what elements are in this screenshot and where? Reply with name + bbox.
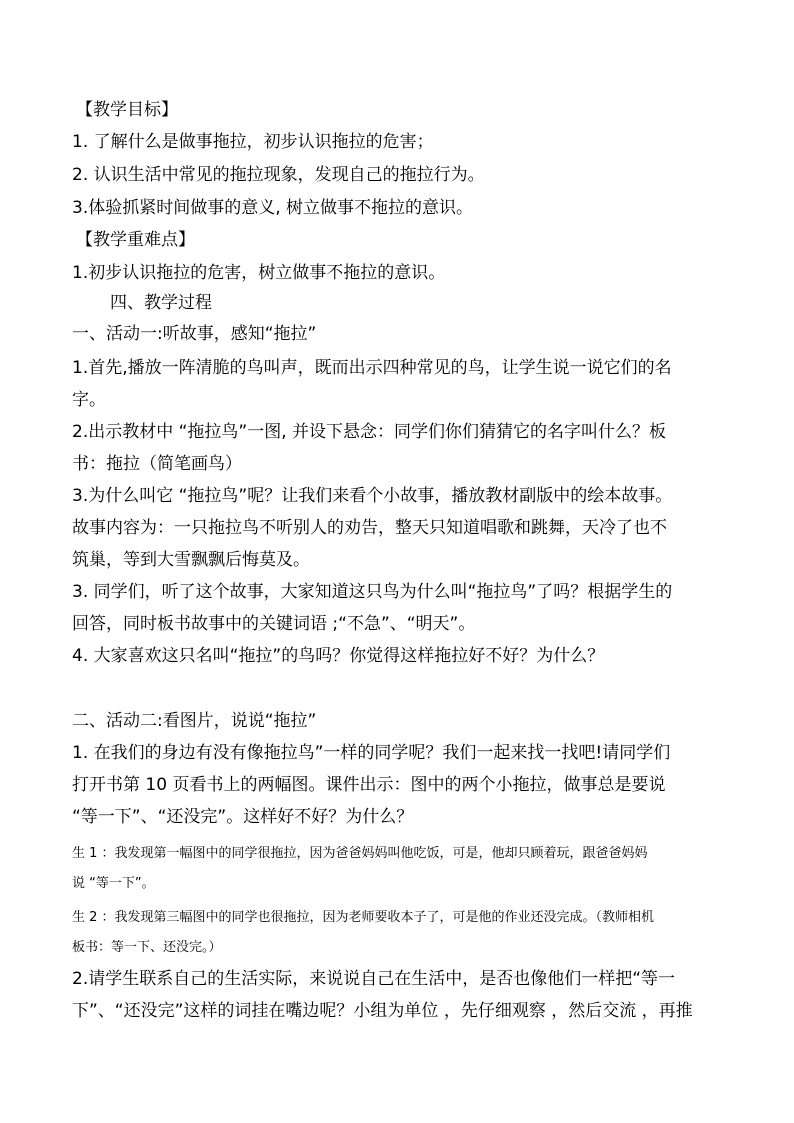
activity2-text: 下”、“还没完”这样的词挂在嘴边呢？小组为单位 ，先仔细观察 ，然后交流 ，再推 xyxy=(72,1001,693,1021)
goal-item: 2. 认识生活中常见的拖拉现象，发现自己的拖拉行为。 xyxy=(72,165,485,185)
activity2-text: “等一下”、“还没完”。这样好不好？为什么？ xyxy=(72,807,414,827)
activity2-text: 打开书第 10 页看书上的两幅图。课件出示：图中的两个小拖拉，做事总是要说 xyxy=(72,775,666,795)
student-answer: 说 “等一下”。 xyxy=(72,876,155,891)
activity1-text: 4. 大家喜欢这只名叫“拖拉”的鸟吗？你觉得这样拖拉好不好？为什么？ xyxy=(72,646,605,666)
activity1-title: 一、活动一:听故事，感知“拖拉” xyxy=(72,324,317,344)
activity1-text: 2.出示教材中 “拖拉鸟”一图, 并设下悬念：同学们你们猜猜它的名字叫什么？板 xyxy=(72,422,667,442)
student-answer: 生 1 ：我发现第一幅图中的同学很拖拉，因为爸爸妈妈叫他吃饭，可是，他却只顾着玩，跟爸爸妈妈 xyxy=(72,846,648,861)
goals-heading: 【教学目标】 xyxy=(76,100,178,120)
activity2-text: 1. 在我们的身边有没有像拖拉鸟”一样的同学呢？我们一起来找一找吧!请同学们 xyxy=(72,743,671,763)
activity1-text: 书：拖拉（简笔画鸟） xyxy=(72,454,242,474)
activity1-text: 回答，同时板书故事中的关键词语 ;“不急”、“明天”。 xyxy=(72,614,476,634)
activity1-text: 筑巢，等到大雪飘飘后悔莫及。 xyxy=(72,550,310,570)
goal-item: 1. 了解什么是做事拖拉，初步认识拖拉的危害； xyxy=(72,132,434,152)
activity1-text: 故事内容为：一只拖拉鸟不听别人的劝告，整天只知道唱歌和跳舞，天冷了也不 xyxy=(72,518,667,538)
student-answer: 板书：等一下、还没完。） xyxy=(72,940,222,955)
key-point-item: 1.初步认识拖拉的危害，树立做事不拖拉的意识。 xyxy=(72,263,446,283)
activity1-text: 字。 xyxy=(72,390,106,410)
activity2-title: 二、活动二:看图片，说说“拖拉” xyxy=(72,711,317,731)
activity2-text: 2.请学生联系自己的生活实际，来说说自己在生活中，是否也像他们一样把“等一 xyxy=(72,969,676,989)
activity1-text: 3. 同学们，听了这个故事，大家知道这只鸟为什么叫“拖拉鸟”了吗？根据学生的 xyxy=(72,582,673,602)
goal-item: 3.体验抓紧时间做事的意义, 树立做事不拖拉的意识。 xyxy=(72,198,474,218)
activity1-text: 1.首先,播放一阵清脆的鸟叫声，既而出示四种常见的鸟，让学生说一说它们的名 xyxy=(72,358,672,378)
key-points-heading: 【教学重难点】 xyxy=(76,230,195,250)
student-answer: 生 2 ：我发现第三幅图中的同学也很拖拉，因为老师要收本子了，可是他的作业还没完成。（教师相机 xyxy=(72,910,655,925)
process-heading: 四、教学过程 xyxy=(110,293,212,313)
activity1-text: 3.为什么叫它 “拖拉鸟”呢？让我们来看个小故事，播放教材副版中的绘本故事。 xyxy=(72,486,673,506)
